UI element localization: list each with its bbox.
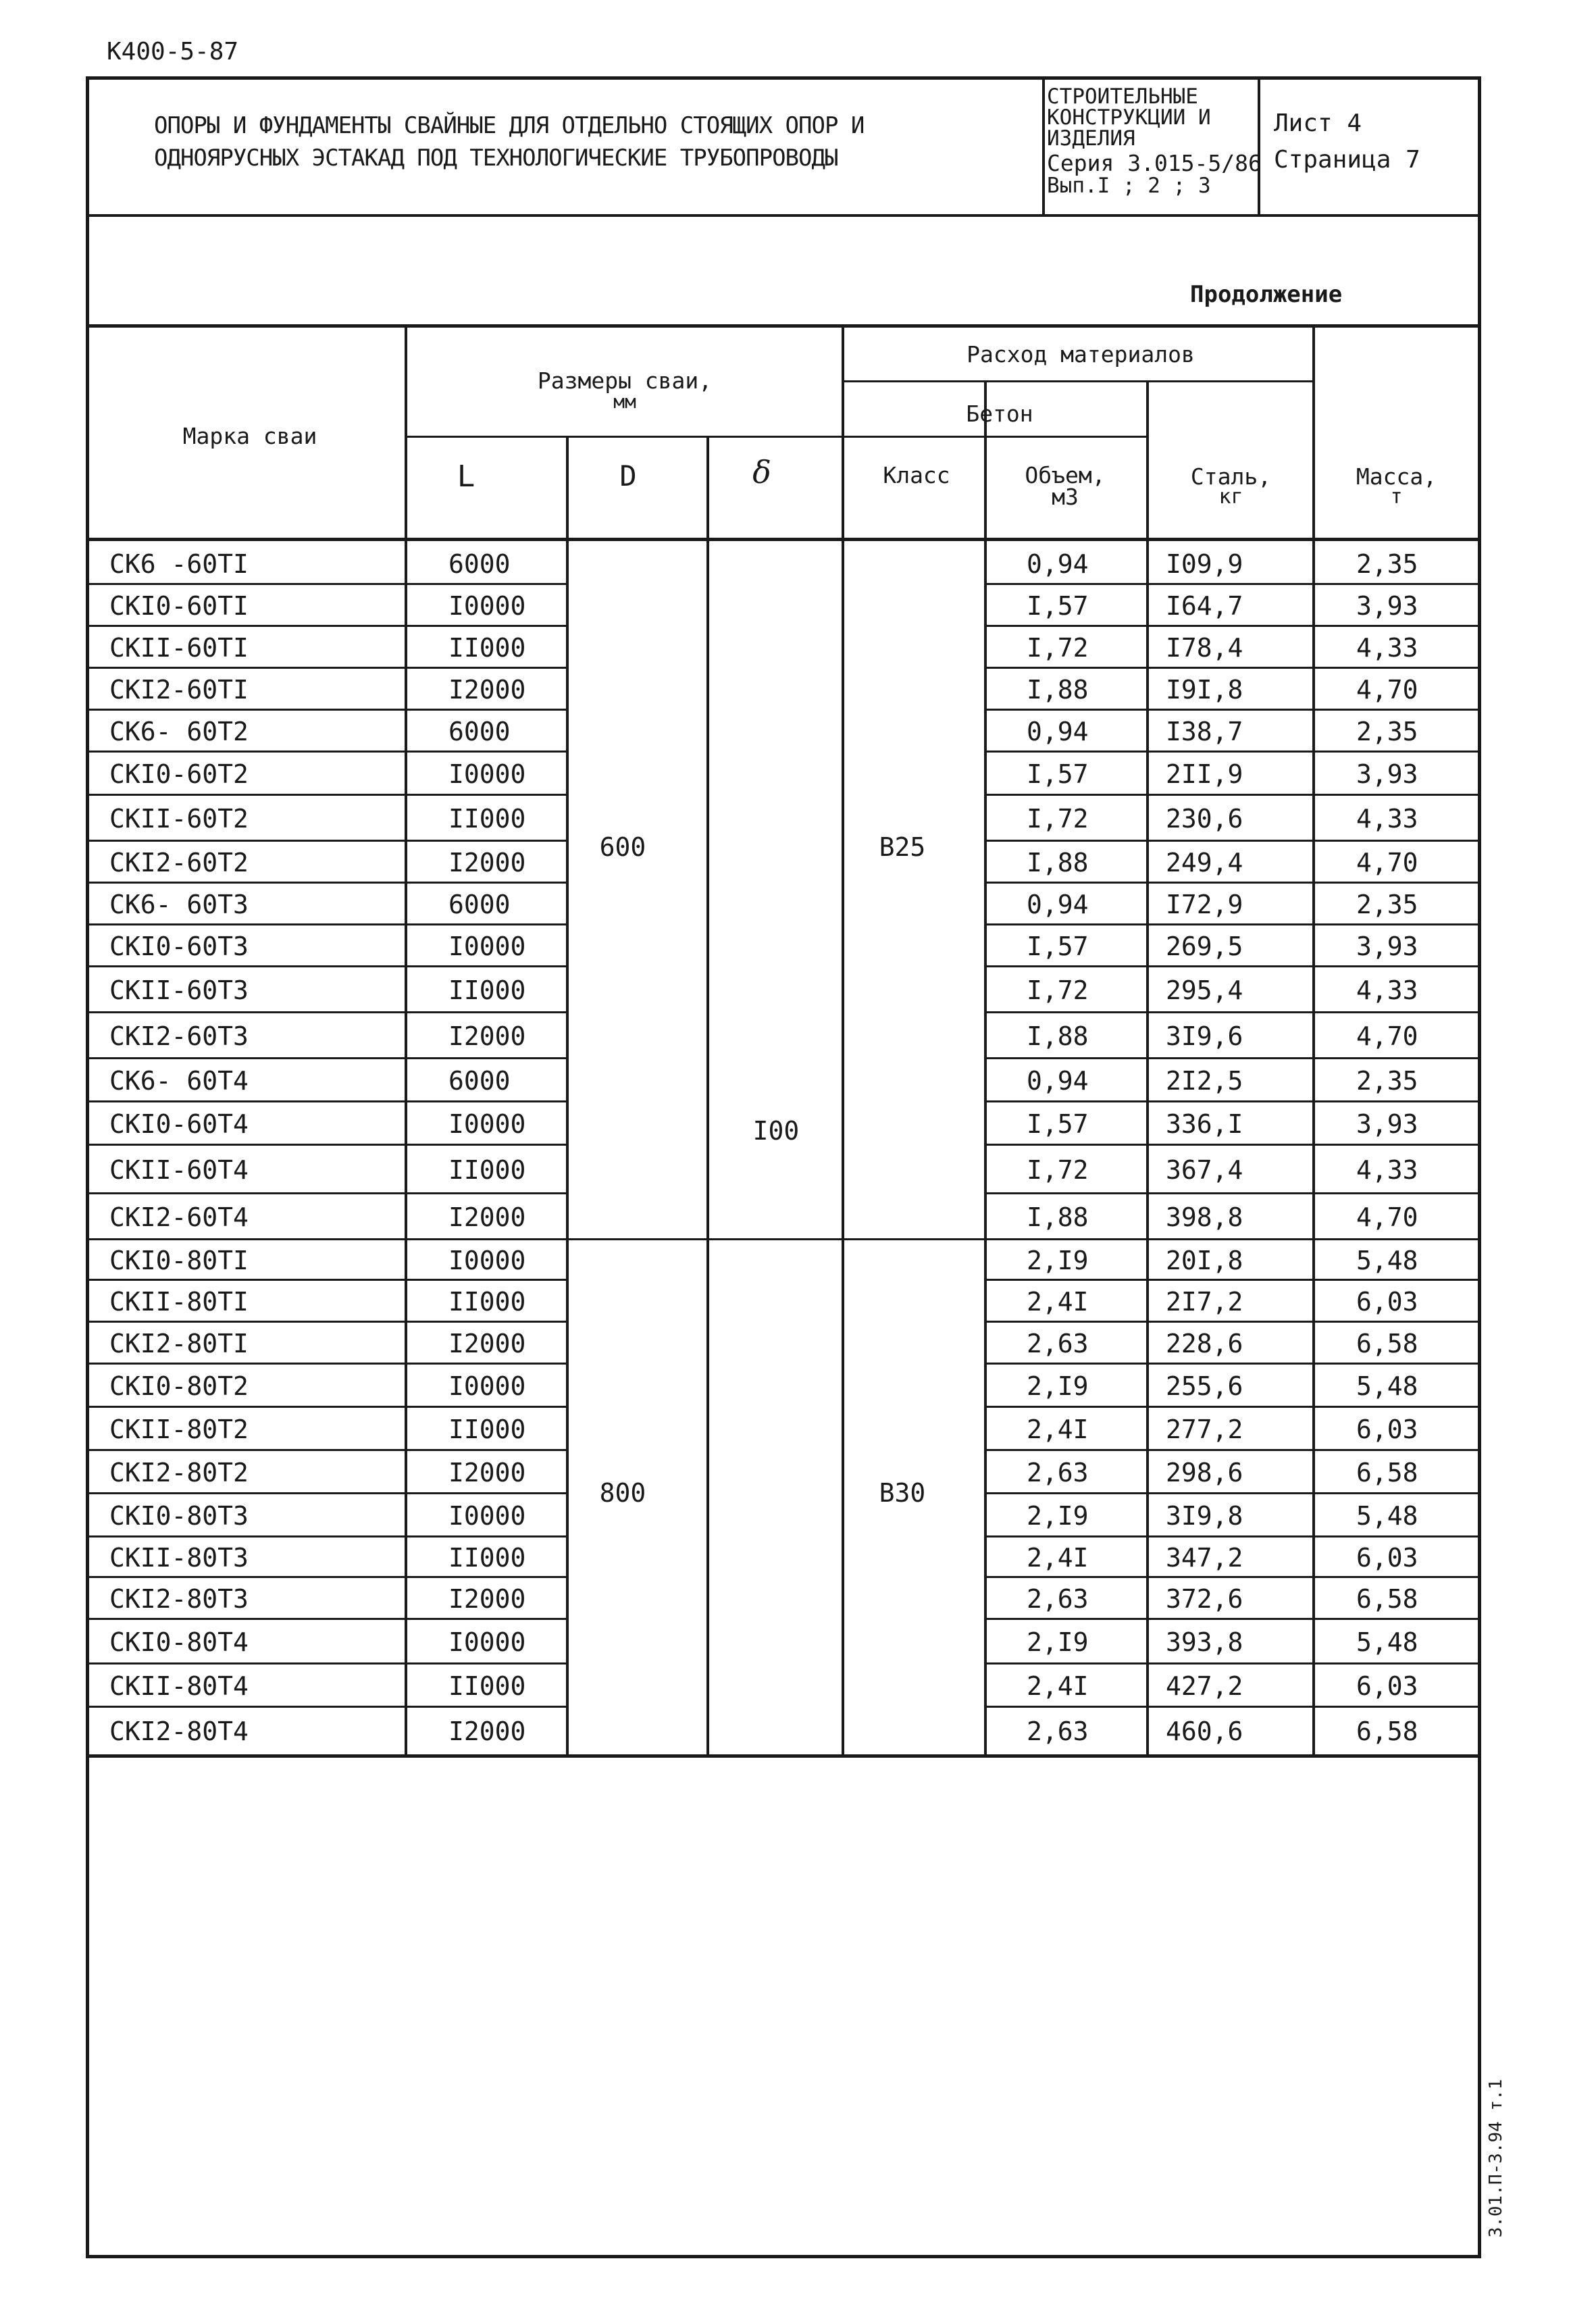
- header-mass-line-2: т: [1390, 485, 1403, 509]
- length-cell: I0000: [448, 1109, 526, 1139]
- steel-cell: I9I,8: [1166, 675, 1243, 705]
- pile-mark-cell: СКII-60Т3: [109, 975, 249, 1005]
- diameter-800: 800: [599, 1478, 646, 1508]
- length-cell: II000: [448, 1543, 526, 1573]
- mass-cell: 5,48: [1356, 1371, 1418, 1401]
- steel-cell: I38,7: [1166, 717, 1243, 746]
- frame-bottom: [86, 2255, 1481, 2258]
- steel-cell: 3I9,8: [1166, 1501, 1243, 1531]
- volume-cell: I,88: [1027, 1202, 1089, 1232]
- length-cell: I2000: [448, 1021, 526, 1051]
- document-title-line-2: ОДНОЯРУСНЫХ ЭСТАКАД ПОД ТЕХНОЛОГИЧЕСКИЕ ТРУБОПРОВОДЫ: [154, 145, 838, 172]
- steel-cell: 295,4: [1166, 975, 1243, 1005]
- steel-cell: 393,8: [1166, 1627, 1243, 1657]
- pile-mark-cell: СКII-80Т4: [109, 1671, 249, 1701]
- pile-mark-cell: СКI0-80Т3: [109, 1501, 249, 1531]
- mass-cell: 2,35: [1356, 1066, 1418, 1096]
- table-row: [0, 925, 1596, 967]
- volume-cell: I,72: [1027, 975, 1089, 1005]
- mass-cell: 4,33: [1356, 1155, 1418, 1185]
- pile-mark-cell: СКI2-80Т3: [109, 1584, 249, 1614]
- table-top-line: [86, 324, 1481, 328]
- header-steel-line-2: кг: [1218, 485, 1243, 509]
- pile-mark-cell: СК6 -60ТI: [109, 549, 249, 579]
- mass-cell: 6,58: [1356, 1329, 1418, 1358]
- length-cell: I0000: [448, 591, 526, 621]
- mass-cell: 2,35: [1356, 549, 1418, 579]
- length-cell: I0000: [448, 1371, 526, 1401]
- stamp-divider-1: [1042, 76, 1045, 215]
- length-cell: I2000: [448, 1202, 526, 1232]
- header-mass-line-1: Масса,: [1356, 463, 1437, 490]
- mass-cell: 6,58: [1356, 1458, 1418, 1488]
- table-row: [0, 842, 1596, 884]
- length-cell: I2000: [448, 1458, 526, 1488]
- volume-cell: 2,4I: [1027, 1543, 1089, 1573]
- table-row: [0, 669, 1596, 711]
- steel-cell: 2I2,5: [1166, 1066, 1243, 1096]
- steel-cell: 460,6: [1166, 1717, 1243, 1746]
- mass-cell: 6,03: [1356, 1543, 1418, 1573]
- table-row: [0, 1240, 1596, 1281]
- class-B30: В30: [879, 1478, 926, 1508]
- mass-cell: 4,70: [1356, 1021, 1418, 1051]
- document-code: К400-5-87: [107, 38, 239, 66]
- table-row: [0, 1408, 1596, 1451]
- mass-cell: 4,33: [1356, 975, 1418, 1005]
- table-row: [0, 1102, 1596, 1146]
- pile-mark-cell: СКI2-60ТI: [109, 675, 249, 705]
- length-cell: II000: [448, 804, 526, 834]
- table-row: [0, 967, 1596, 1013]
- length-cell: I2000: [448, 1329, 526, 1358]
- header-mark: Марка сваи: [182, 423, 317, 449]
- table-row: [0, 1281, 1596, 1323]
- steel-cell: 336,I: [1166, 1109, 1243, 1139]
- table-row: [0, 1664, 1596, 1708]
- mass-cell: 4,33: [1356, 804, 1418, 834]
- table-row: [0, 711, 1596, 753]
- mass-cell: 4,70: [1356, 675, 1418, 705]
- page-number: Страница 7: [1274, 146, 1420, 174]
- header-steel-line-1: Сталь,: [1190, 463, 1272, 490]
- pile-mark-cell: СК6- 60Т2: [109, 717, 249, 746]
- volume-cell: I,72: [1027, 633, 1089, 663]
- length-cell: II000: [448, 633, 526, 663]
- mass-cell: 3,93: [1356, 591, 1418, 621]
- steel-cell: I78,4: [1166, 633, 1243, 663]
- steel-cell: 228,6: [1166, 1329, 1243, 1358]
- mass-cell: 4,70: [1356, 848, 1418, 878]
- mass-cell: 5,48: [1356, 1501, 1418, 1531]
- steel-cell: 427,2: [1166, 1671, 1243, 1701]
- series-line-3: ИЗДЕЛИЯ: [1047, 126, 1135, 151]
- table-row: [0, 627, 1596, 669]
- continuation-label: Продолжение: [1190, 281, 1343, 308]
- steel-cell: 298,6: [1166, 1458, 1243, 1488]
- table-row: [0, 585, 1596, 627]
- pile-mark-cell: СКI0-60Т2: [109, 759, 249, 789]
- volume-cell: I,72: [1027, 1155, 1089, 1185]
- steel-cell: 269,5: [1166, 932, 1243, 961]
- steel-cell: 372,6: [1166, 1584, 1243, 1614]
- pile-mark-cell: СКII-80Т3: [109, 1543, 249, 1573]
- table-row: [0, 1620, 1596, 1664]
- mass-cell: 3,93: [1356, 932, 1418, 961]
- steel-cell: 277,2: [1166, 1415, 1243, 1444]
- table-row: [0, 1194, 1596, 1240]
- pile-mark-cell: СКI2-80ТI: [109, 1329, 249, 1358]
- length-cell: II000: [448, 1287, 526, 1317]
- table-row: [0, 1146, 1596, 1194]
- series-line-1: СТРОИТЕЛЬНЫЕ: [1047, 84, 1198, 109]
- pile-mark-cell: СКII-80ТI: [109, 1287, 249, 1317]
- document-title-line-1: ОПОРЫ И ФУНДАМЕНТЫ СВАЙНЫЕ ДЛЯ ОТДЕЛЬНО СТОЯЩИХ ОПОР И: [154, 112, 865, 139]
- series-line-4: Серия 3.015-5/86: [1047, 150, 1262, 176]
- volume-cell: I,88: [1027, 848, 1089, 878]
- table-row: [0, 1578, 1596, 1620]
- length-cell: 6000: [448, 890, 511, 919]
- length-cell: II000: [448, 1415, 526, 1444]
- table-row: [0, 1708, 1596, 1755]
- pile-mark-cell: СКII-60Т2: [109, 804, 249, 834]
- mass-cell: 6,03: [1356, 1287, 1418, 1317]
- length-cell: 6000: [448, 1066, 511, 1096]
- steel-cell: 367,4: [1166, 1155, 1243, 1185]
- steel-cell: 255,6: [1166, 1371, 1243, 1401]
- pile-mark-cell: СКI2-60Т2: [109, 848, 249, 878]
- header-delta: δ: [752, 454, 771, 490]
- volume-cell: 0,94: [1027, 890, 1089, 919]
- length-cell: I0000: [448, 1246, 526, 1275]
- steel-cell: 230,6: [1166, 804, 1243, 834]
- header-sizes-line-2: мм: [613, 390, 636, 413]
- header-L: L: [457, 459, 475, 494]
- mass-cell: 4,33: [1356, 633, 1418, 663]
- pile-mark-cell: СКII-80Т2: [109, 1415, 249, 1444]
- volume-cell: 0,94: [1027, 1066, 1089, 1096]
- length-cell: II000: [448, 1671, 526, 1701]
- pile-mark-cell: СКI2-60Т3: [109, 1021, 249, 1051]
- length-cell: I2000: [448, 1717, 526, 1746]
- volume-cell: 2,I9: [1027, 1371, 1089, 1401]
- mass-cell: 5,48: [1356, 1246, 1418, 1275]
- volume-cell: 2,I9: [1027, 1627, 1089, 1657]
- length-cell: I2000: [448, 848, 526, 878]
- volume-cell: 2,4I: [1027, 1287, 1089, 1317]
- pile-mark-cell: СКII-60ТI: [109, 633, 249, 663]
- length-cell: I0000: [448, 1627, 526, 1657]
- pile-mark-cell: СКI2-80Т2: [109, 1458, 249, 1488]
- steel-cell: I72,9: [1166, 890, 1243, 919]
- pile-mark-cell: СКI0-60ТI: [109, 591, 249, 621]
- header-concrete: Бетон: [966, 401, 1033, 427]
- header-volume-line-2: м3: [1052, 484, 1079, 510]
- table-row: [0, 1059, 1596, 1102]
- pile-mark-cell: СК6- 60Т3: [109, 890, 249, 919]
- volume-cell: I,57: [1027, 932, 1089, 961]
- pile-mark-cell: СКI0-60Т4: [109, 1109, 249, 1139]
- pile-mark-cell: СКI2-60Т4: [109, 1202, 249, 1232]
- header-D: D: [619, 459, 637, 492]
- mass-cell: 2,35: [1356, 717, 1418, 746]
- class-B25: В25: [879, 832, 926, 862]
- volume-cell: 2,I9: [1027, 1501, 1089, 1531]
- volume-cell: I,57: [1027, 1109, 1089, 1139]
- table-row: [0, 1013, 1596, 1059]
- table-row: [0, 1365, 1596, 1408]
- table-row: [0, 1451, 1596, 1494]
- mass-cell: 4,70: [1356, 1202, 1418, 1232]
- volume-cell: I,57: [1027, 759, 1089, 789]
- table-row: [0, 753, 1596, 796]
- length-cell: 6000: [448, 717, 511, 746]
- header-class: Класс: [883, 462, 950, 488]
- table-row: [0, 884, 1596, 925]
- mass-cell: 3,93: [1356, 759, 1418, 789]
- pile-mark-cell: СК6- 60Т4: [109, 1066, 249, 1096]
- steel-cell: 2II,9: [1166, 759, 1243, 789]
- volume-cell: I,57: [1027, 591, 1089, 621]
- steel-cell: 3I9,6: [1166, 1021, 1243, 1051]
- pile-mark-cell: СКI2-80Т4: [109, 1717, 249, 1746]
- table-row: [0, 1537, 1596, 1578]
- steel-cell: 249,4: [1166, 848, 1243, 878]
- steel-cell: 20I,8: [1166, 1246, 1243, 1275]
- pile-mark-cell: СКI0-80Т2: [109, 1371, 249, 1401]
- length-cell: I0000: [448, 1501, 526, 1531]
- concrete-under-line: [405, 436, 1148, 438]
- table-row: [0, 542, 1596, 585]
- table-row: [0, 1494, 1596, 1537]
- volume-cell: 0,94: [1027, 717, 1089, 746]
- length-cell: I0000: [448, 932, 526, 961]
- header-bottom-line: [86, 538, 1481, 541]
- length-cell: I2000: [448, 1584, 526, 1614]
- mass-cell: 6,03: [1356, 1671, 1418, 1701]
- length-cell: I0000: [448, 759, 526, 789]
- stamp-bottom-line: [86, 214, 1481, 217]
- volume-cell: I,72: [1027, 804, 1089, 834]
- volume-cell: 2,4I: [1027, 1415, 1089, 1444]
- delta-100: I00: [752, 1116, 800, 1146]
- mass-cell: 2,35: [1356, 890, 1418, 919]
- volume-cell: 0,94: [1027, 549, 1089, 579]
- volume-cell: 2,I9: [1027, 1246, 1089, 1275]
- volume-cell: 2,4I: [1027, 1671, 1089, 1701]
- volume-cell: 2,63: [1027, 1717, 1089, 1746]
- length-cell: II000: [448, 975, 526, 1005]
- side-code: 3.01.П-3.94 т.1: [1486, 2079, 1506, 2238]
- length-cell: II000: [448, 1155, 526, 1185]
- steel-cell: I09,9: [1166, 549, 1243, 579]
- volume-cell: 2,63: [1027, 1584, 1089, 1614]
- mass-cell: 3,93: [1356, 1109, 1418, 1139]
- header-materials: Расход материалов: [967, 341, 1195, 367]
- materials-under-line: [842, 380, 1315, 382]
- mass-cell: 6,03: [1356, 1415, 1418, 1444]
- mass-cell: 6,58: [1356, 1717, 1418, 1746]
- mass-cell: 6,58: [1356, 1584, 1418, 1614]
- table-row: [0, 796, 1596, 842]
- volume-cell: 2,63: [1027, 1458, 1089, 1488]
- series-line-2: КОНСТРУКЦИИ И: [1047, 105, 1211, 130]
- pile-mark-cell: СКI0-60Т3: [109, 932, 249, 961]
- table-row: [0, 1323, 1596, 1365]
- volume-cell: I,88: [1027, 675, 1089, 705]
- stamp-divider-2: [1258, 76, 1260, 215]
- sheet-number: Лист 4: [1274, 109, 1362, 137]
- mass-cell: 5,48: [1356, 1627, 1418, 1657]
- pile-mark-cell: СКI0-80ТI: [109, 1246, 249, 1275]
- series-line-5: Вып.I ; 2 ; 3: [1047, 174, 1211, 198]
- header-sizes-line-1: Размеры сваи,: [537, 367, 713, 394]
- steel-cell: I64,7: [1166, 591, 1243, 621]
- pile-mark-cell: СКII-60Т4: [109, 1155, 249, 1185]
- length-cell: I2000: [448, 675, 526, 705]
- volume-cell: 2,63: [1027, 1329, 1089, 1358]
- steel-cell: 398,8: [1166, 1202, 1243, 1232]
- volume-cell: I,88: [1027, 1021, 1089, 1051]
- diameter-600: 600: [599, 832, 646, 862]
- length-cell: 6000: [448, 549, 511, 579]
- header-volume-line-1: Объем,: [1025, 462, 1106, 488]
- steel-cell: 347,2: [1166, 1543, 1243, 1573]
- frame-top: [86, 76, 1481, 80]
- steel-cell: 2I7,2: [1166, 1287, 1243, 1317]
- pile-mark-cell: СКI0-80Т4: [109, 1627, 249, 1657]
